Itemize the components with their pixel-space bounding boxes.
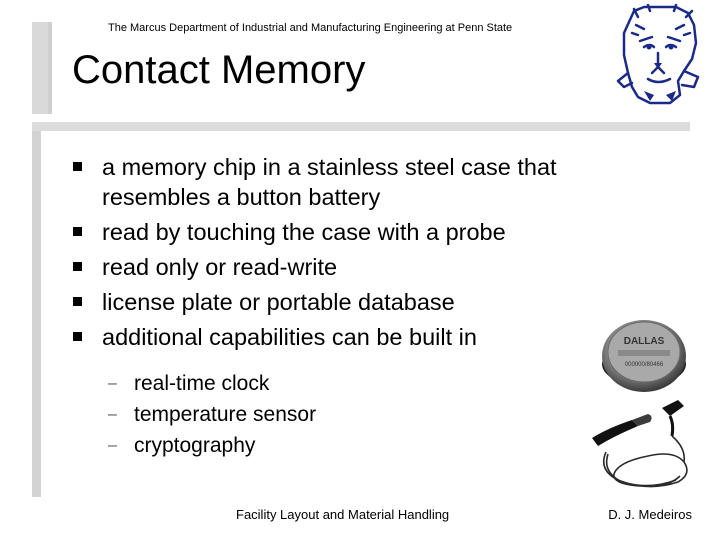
body-accent-bar-vertical [32, 122, 41, 497]
bullet-text: license plate or portable database [102, 289, 455, 315]
body-accent-bar-horizontal [32, 122, 690, 131]
square-bullet-icon [73, 262, 82, 271]
dash-icon: – [108, 375, 117, 392]
title-accent-bar [32, 22, 52, 114]
sub-bullet-item [108, 368, 316, 399]
sub-bullet-text: cryptography [134, 434, 256, 457]
bullet-item [70, 252, 670, 282]
footer-author: D. J. Medeiros [608, 507, 692, 522]
ibutton-photo [596, 306, 692, 398]
department-header: The Marcus Department of Industrial and Manufacturing Engineering at Penn State [108, 22, 513, 34]
probe-photo [588, 400, 698, 495]
nittany-lion-logo-icon [614, 3, 706, 107]
sub-bullet-text: temperature sensor [134, 403, 317, 426]
bullet-item [70, 287, 670, 317]
bullet-item [70, 152, 670, 212]
ibutton-brand-label: DALLAS [623, 336, 665, 347]
bullet-text: additional capabilities can be built in [102, 324, 477, 350]
dash-icon: – [108, 437, 117, 454]
slide-title: Contact Memory [72, 48, 366, 92]
square-bullet-icon [73, 332, 82, 341]
bullet-text: read by touching the case with a probe [102, 219, 506, 245]
bullet-list [70, 152, 670, 357]
bullet-text: a memory chip in a stainless steel case that resembles a button battery [102, 154, 557, 210]
sub-bullet-text: real-time clock [134, 372, 270, 395]
dash-icon: – [108, 406, 117, 423]
square-bullet-icon [73, 227, 82, 236]
bullet-item [70, 217, 670, 247]
bullet-item [70, 322, 670, 352]
sub-bullet-item [108, 399, 316, 430]
square-bullet-icon [73, 162, 82, 171]
footer-course: Facility Layout and Material Handling [236, 507, 450, 522]
bullet-text: read only or read-write [102, 254, 338, 280]
sub-bullet-item [108, 430, 316, 461]
square-bullet-icon [73, 297, 82, 306]
sub-bullet-list [108, 368, 316, 461]
ibutton-code-label: 000000/80466 [624, 362, 664, 368]
